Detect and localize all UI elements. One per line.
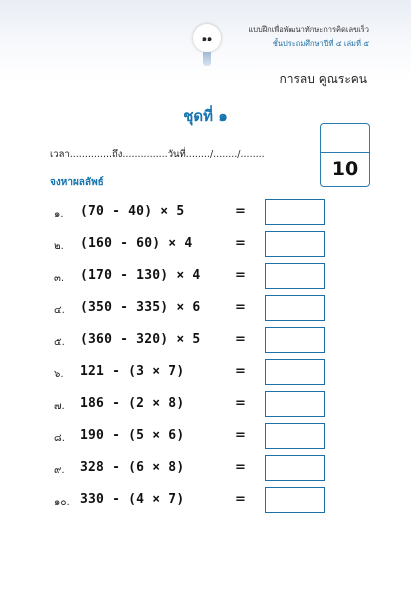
answer-box[interactable]	[265, 423, 325, 449]
answer-box[interactable]	[265, 327, 325, 353]
equals-sign: =	[235, 268, 246, 283]
problem-row	[0, 295, 411, 323]
problem-expression: (160 - 60) × 4	[80, 236, 193, 251]
problem-number: ๘.	[54, 433, 65, 444]
problem-expression: (360 - 320) × 5	[80, 332, 201, 347]
problem-expression: 121 - (3 × 7)	[80, 364, 185, 379]
answer-box[interactable]	[265, 263, 325, 289]
problem-row	[0, 391, 411, 419]
problem-expression: 186 - (2 × 8)	[80, 396, 185, 411]
answer-box[interactable]	[265, 487, 325, 513]
answer-box[interactable]	[265, 359, 325, 385]
problem-number: ๕.	[54, 337, 65, 348]
answer-box[interactable]	[265, 199, 325, 225]
problem-expression: 330 - (4 × 7)	[80, 492, 185, 507]
problem-number: ๔.	[54, 305, 65, 316]
page-number: ๑๑	[201, 33, 213, 43]
problem-number: ๖.	[54, 369, 64, 380]
problem-expression: 328 - (6 × 8)	[80, 460, 185, 475]
equals-sign: =	[235, 460, 246, 475]
problem-row	[0, 199, 411, 227]
equals-sign: =	[235, 332, 246, 347]
problem-expression: (170 - 130) × 4	[80, 268, 201, 283]
page-number-badge	[193, 24, 221, 52]
score-divider	[321, 152, 369, 153]
problem-row	[0, 487, 411, 515]
problem-row	[0, 231, 411, 259]
problem-row	[0, 455, 411, 483]
set-title: ชุดที่ ๑	[183, 107, 228, 125]
equals-sign: =	[235, 396, 246, 411]
topic-title: การลบ คูณระคน	[279, 72, 367, 86]
problem-number: ๑.	[54, 209, 64, 220]
problem-row	[0, 359, 411, 387]
badge-ribbon-icon	[203, 52, 211, 66]
problem-row	[0, 263, 411, 291]
problem-expression: (350 - 335) × 6	[80, 300, 201, 315]
problem-expression: 190 - (5 × 6)	[80, 428, 185, 443]
answer-box[interactable]	[265, 295, 325, 321]
problem-number: ๓.	[54, 273, 65, 284]
problem-expression: (70 - 40) × 5	[80, 204, 185, 219]
problem-number: ๒.	[54, 241, 64, 252]
book-subtitle: ชั้นประถมศึกษาปีที่ ๔ เล่มที่ ๕	[272, 39, 369, 48]
problem-number: ๑๐.	[54, 497, 70, 508]
book-title: แบบฝึกเพื่อพัฒนาทักษะการคิดเลขเร็ว	[248, 25, 369, 34]
problem-row	[0, 327, 411, 355]
equals-sign: =	[235, 428, 246, 443]
equals-sign: =	[235, 236, 246, 251]
equals-sign: =	[235, 300, 246, 315]
score-value: 10	[331, 158, 359, 180]
problem-number: ๙.	[54, 465, 65, 476]
problem-row	[0, 423, 411, 451]
answer-box[interactable]	[265, 455, 325, 481]
equals-sign: =	[235, 492, 246, 507]
equals-sign: =	[235, 364, 246, 379]
instruction: จงหาผลลัพธ์	[50, 177, 104, 188]
equals-sign: =	[235, 204, 246, 219]
time-date-line: เวลา..............ถึง...............วันที่......../......../........	[50, 149, 265, 160]
answer-box[interactable]	[265, 391, 325, 417]
score-box	[320, 123, 370, 187]
answer-box[interactable]	[265, 231, 325, 257]
problem-number: ๗.	[54, 401, 65, 412]
